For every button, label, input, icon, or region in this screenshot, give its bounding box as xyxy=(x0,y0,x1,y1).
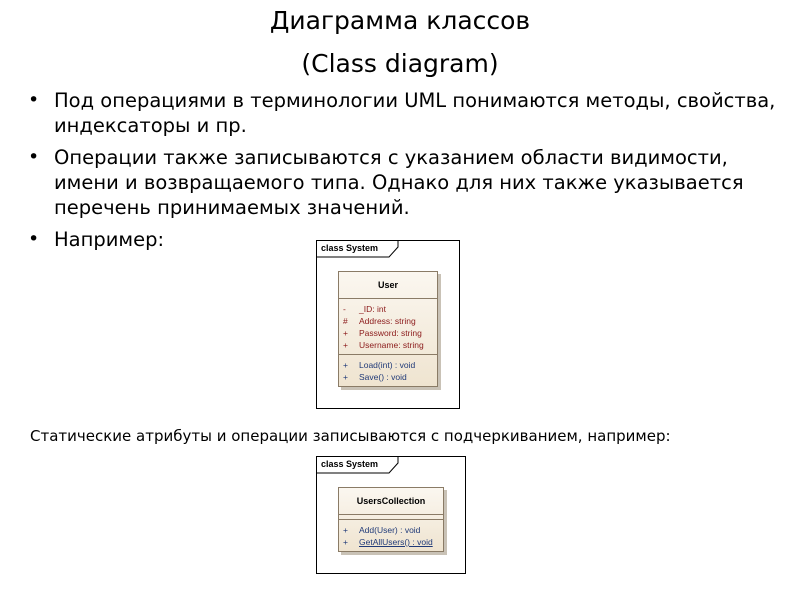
static-operation-row: + GetAllUsers() : void xyxy=(343,537,433,547)
bullet-dot-icon: • xyxy=(28,228,40,250)
operation-row: + Save() : void xyxy=(343,372,407,382)
bullet-dot-icon: • xyxy=(28,146,40,168)
page-subtitle: (Class diagram) xyxy=(301,49,499,78)
class-name: UsersCollection xyxy=(339,488,443,515)
attribute-row: - _ID: int xyxy=(343,304,386,314)
bullet-list xyxy=(24,88,784,259)
attribute-row: # Address: string xyxy=(343,316,416,326)
operation-row: + Load(int) : void xyxy=(343,360,416,370)
operations-section xyxy=(339,355,437,386)
attribute-row: + Password: string xyxy=(343,328,422,338)
operations-section xyxy=(339,520,443,551)
bullet-item xyxy=(24,145,784,220)
uml-package-frame xyxy=(316,240,460,409)
bullet-dot-icon: • xyxy=(28,89,40,111)
bullet-text: Например: xyxy=(54,228,165,251)
page-title: Диаграмма классов xyxy=(269,6,531,35)
bullet-text: Под операциями в терминологии UML понимаются методы, свойства, индексаторы и пр. xyxy=(54,89,776,137)
package-label: class System xyxy=(321,459,379,469)
package-label: class System xyxy=(321,243,379,253)
uml-class-box xyxy=(338,271,438,387)
caption-text: Статические атрибуты и операции записываются с подчеркиванием, например: xyxy=(30,427,671,445)
bullet-item xyxy=(24,88,784,138)
class-name: User xyxy=(339,272,437,299)
uml-class-box xyxy=(338,487,444,552)
bullet-text: Операции также записываются с указанием области видимости, имени и возвращаемого типа. Однако для них также указывается перечень принимаемых значений. xyxy=(54,146,744,219)
attributes-section xyxy=(339,299,437,355)
attribute-row: + Username: string xyxy=(343,340,424,350)
operation-row: + Add(User) : void xyxy=(343,525,421,535)
uml-package-frame xyxy=(316,456,466,574)
